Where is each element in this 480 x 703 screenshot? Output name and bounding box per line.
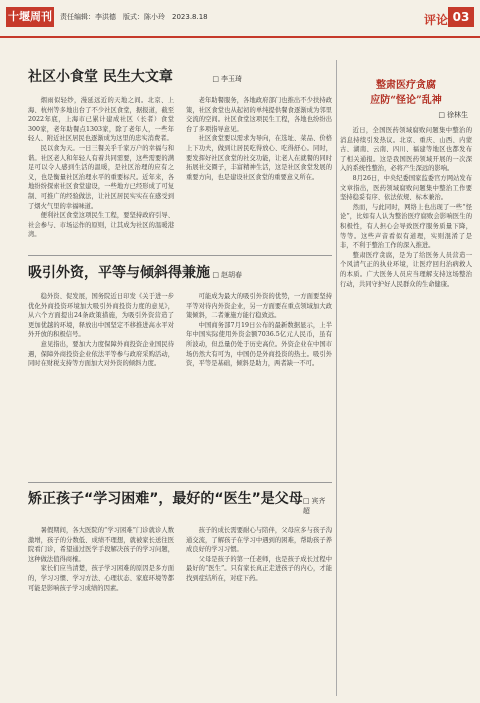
paragraph: 然而，与此同时，网络上也出现了一些“怪论”，比如有人认为整治医疗腐败会影响医生的积极性，有人担心会导致医疗服务质量下降，等等。这些声音看似有道理，实则混淆了是非，不利于整治工作的深入推进。 (340, 203, 472, 250)
divider (28, 255, 332, 256)
masthead: 十堰周刊 (6, 7, 54, 27)
paragraph: 近日，全国医药领域腐败问题集中整治的消息持续引发热议。北京、重庆、山西、内蒙古、湖南、云南、四川、福建等地区也都发布了相关通报。这是我国医药领域开展的一次深入的系统性整治，必将产生深远的影响。 (340, 127, 472, 173)
article-byline: □ 赵胡春 (212, 270, 242, 280)
page-header (0, 0, 480, 38)
article-title: 吸引外资，平等与倾斜得兼施 (28, 265, 210, 281)
paragraph: 中国商务部7月19日公布的最新数据显示，上半年中国实际使用外资金额7036.5亿元人民币，虽有所波动，但总量仍处于历史高位。外资企业在中国市场仍然大有可为，中国仍是外商投资的热土。吸引外资，平等是基础，倾斜是助力，两者缺一不可。 (186, 321, 332, 368)
editor-meta: 责任编辑：李洪德 版式：陈小玲 2023.8.18 (60, 13, 208, 21)
paragraph: 8月26日，中央纪委国家监委官方网站发布文章指出，医药领域腐败问题集中整治工作要坚持稳妥有序、依法依规、标本兼治。 (340, 174, 472, 202)
column-divider (336, 60, 337, 696)
paragraph: 便利社区食堂这项民生工程，要坚持政府引导、社会参与、市场运作的原则，让其成为社区的温暖港湾。 (28, 212, 174, 239)
paragraph: 稳外资、促发展，国务院近日印发《关于进一步优化外商投资环境加大吸引外商投资力度的意见》，从六个方面提出24条政策措施，为吸引外资营造了更加优越的环境，释放出中国坚定不移推进高水平对外开放的积极信号。 (28, 293, 174, 339)
article-byline: □ 宾齐超 (303, 496, 332, 516)
article-foreign-investment (28, 262, 332, 477)
article-column (186, 526, 332, 593)
paragraph: 社区食堂要以需求为导向，在选址、菜品、价格上下功夫，做到让居民吃得放心、吃得舒心。同时，要发挥好社区食堂的社交功能，让老人在就餐的同时拓展社交圈子，丰富精神生活，这是社区食堂发展的重要方向，也是建设社区食堂的重要意义所在。 (186, 135, 332, 181)
sidebar-title-line: 整肃医疗贪腐 (376, 80, 436, 91)
sidebar-body (340, 126, 472, 289)
article-column (28, 96, 174, 240)
paragraph: 可能成为最大的吸引外资的优势，一方面要坚持平等对待内外资企业，另一方面要在重点领域加大政策倾斜，二者兼施方能行稳致远。 (186, 293, 332, 320)
sidebar-title-line: 应防“怪论”乱神 (370, 95, 442, 106)
sidebar-title (340, 78, 472, 108)
paragraph: 民以食为天。一日三餐关乎千家万户的幸福与和谐。社区老人和年轻人有着共同需要，这些需要的满足可以令人感到生活的温暖，是社区治理的应有之义，也是衡量社区治理水平的重要标尺。近年来，各地纷纷探索社区食堂建设，一些地方已经形成了可复制、可推广的经验做法，让社区居民实实在在感受到了烟火气里的幸福味道。 (28, 144, 174, 210)
article-title: 矫正孩子“学习困难”，最好的“医生”是父母 (28, 491, 303, 507)
paragraph: 老年助餐服务，各地政府部门也推出不少扶持政策，社区食堂也从起初的单纯提供餐食逐渐成为邻里交流的空间。社区食堂这项民生工程，各地也纷纷出台了多项指导意见。 (186, 97, 332, 133)
paragraph: 意见指出，要加大力度保障外商投资企业国民待遇，保障外商投资企业依法平等参与政府采购活动，同时在财税支持等方面加大对外资的倾斜力度。 (28, 340, 174, 368)
article-column (28, 526, 174, 593)
paragraph: 烟雨似轻纱，漫延远近的天地之间。北京、上海、杭州等多地出台了不少社区食堂，据报道，截至2022年底，上海市已累计建成社区（长者）食堂300家，老年助餐点1303家，除了老年人，一些年轻人、附近社区居民也逐渐成为这里的忠实消费者。 (28, 97, 174, 143)
article-title: 社区小食堂 民生大文章 (28, 69, 173, 85)
sidebar-byline: □ 徐林生 (340, 110, 468, 120)
article-community-canteen (28, 66, 332, 251)
divider (28, 482, 332, 483)
article-column (28, 292, 174, 369)
page-number: 03 (448, 7, 474, 27)
article-byline: □ 李玉琦 (212, 74, 242, 84)
paragraph: 暑假期间，各大医院的“学习困难”门诊就诊人数激增，孩子的分数低、成绩不理想，就被家长送往医院看门诊，希望通过医学手段解决孩子的学习问题，这种做法值得商榷。 (28, 527, 174, 563)
paragraph: 家长们应当清楚，孩子学习困难的原因是多方面的，学习习惯、学习方法、心理状态、家庭环境等都可能是影响孩子学习成绩的因素。 (28, 565, 174, 592)
sidebar-commentary (340, 74, 472, 694)
section-name: 评论 (424, 13, 449, 27)
paragraph: 父母是孩子的第一任老师，也是孩子成长过程中最好的“医生”。只有家长真正走进孩子的内心，才能找到症结所在，对症下药。 (186, 555, 332, 582)
paragraph: 孩子的成长需要耐心与陪伴，父母应多与孩子沟通交流，了解孩子在学习中遇到的困难，帮助孩子养成良好的学习习惯。 (186, 527, 332, 554)
article-column (186, 96, 332, 240)
article-learning-difficulty (28, 488, 332, 698)
article-column (186, 292, 332, 369)
paragraph: 整肃医疗贪腐，是为了给医务人员营造一个风清气正的执业环境，让医疗回归治病救人的本质。广大医务人员应当理解支持这场整治行动，共同守护好人民群众的生命健康。 (340, 251, 472, 288)
